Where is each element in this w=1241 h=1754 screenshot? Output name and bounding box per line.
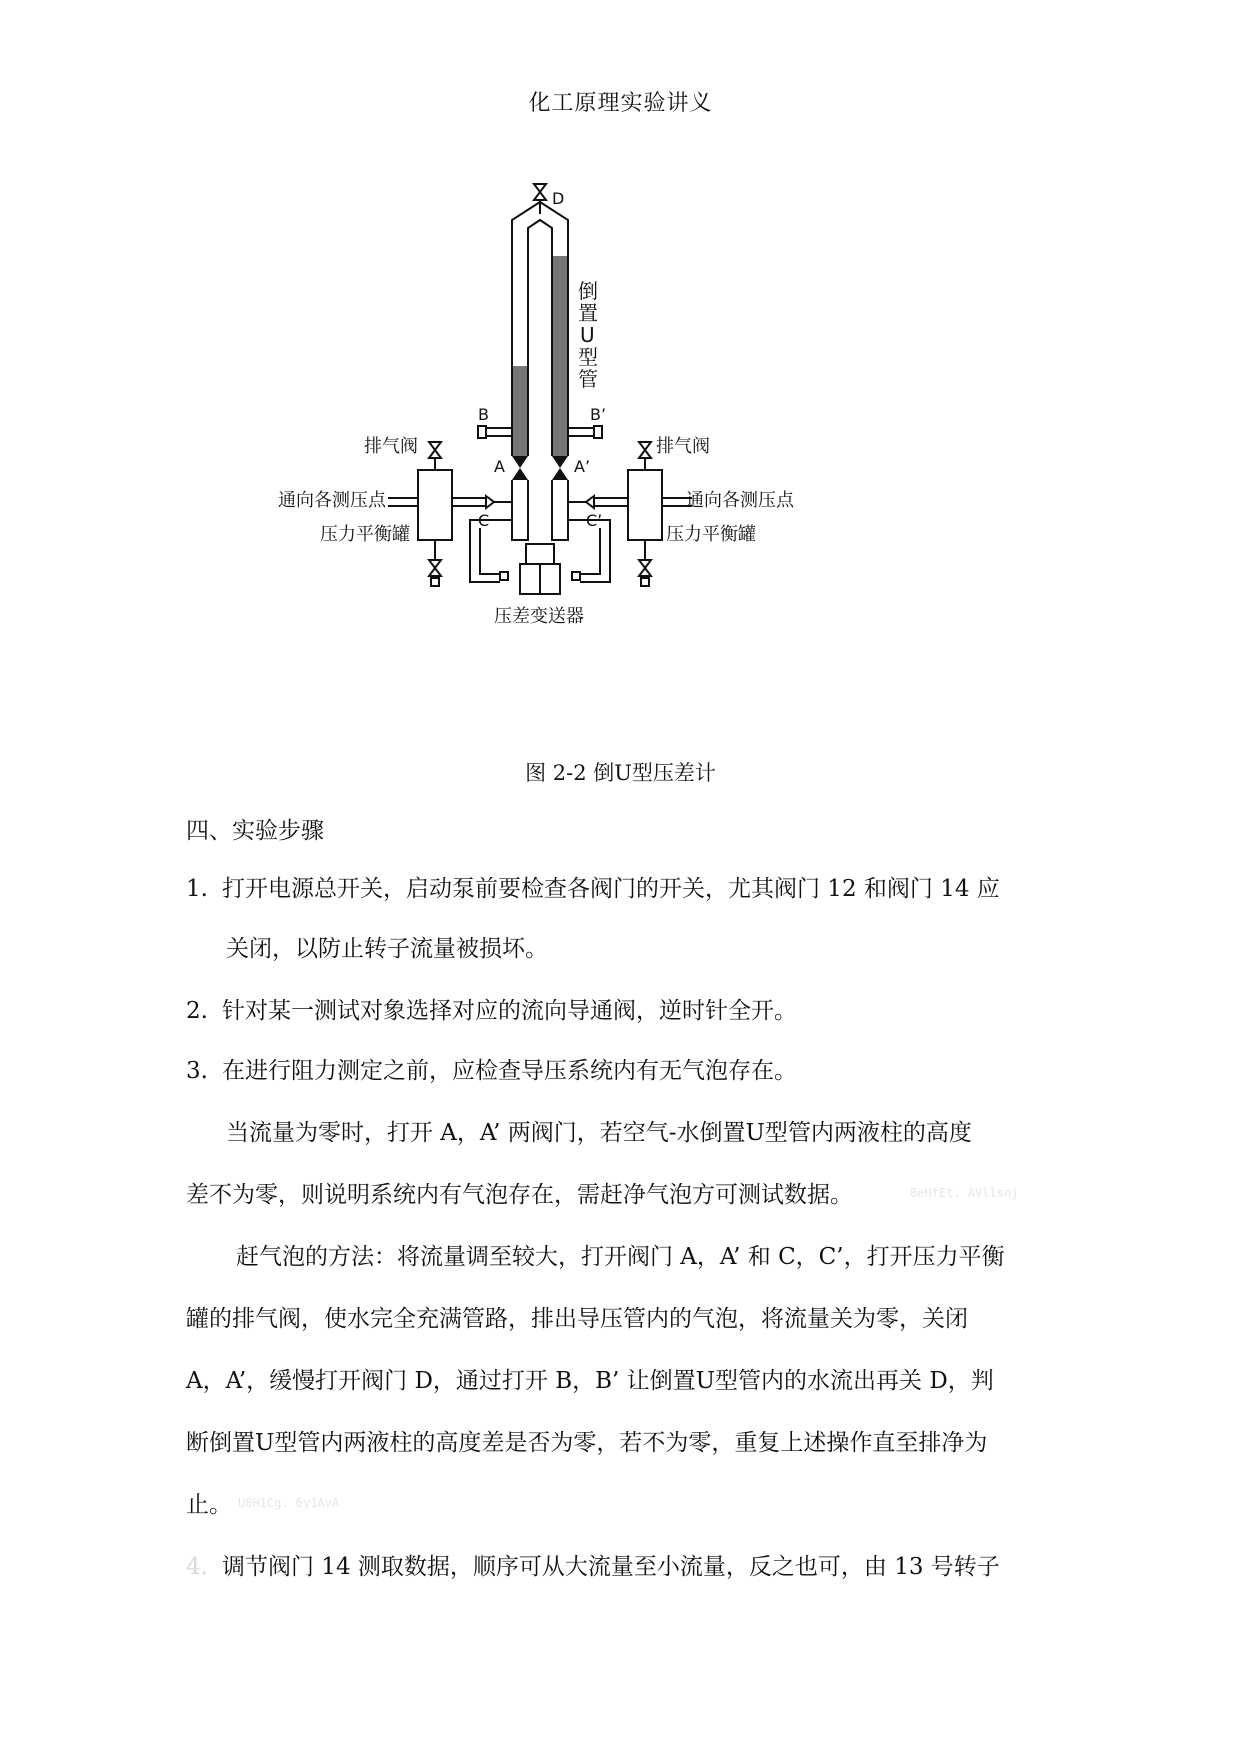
label-b: B <box>478 405 489 424</box>
left-liquid-column <box>513 366 527 456</box>
label-tube-2: 置 <box>578 301 598 325</box>
step-3-number: 3. <box>186 1058 208 1084</box>
paragraph-1-line-1: 当流量为零时，打开 A，A’ 两阀门，若空气-水倒置U型管内两液柱的高度 <box>226 1120 972 1146</box>
step-3 <box>186 1052 797 1085</box>
label-c-prime: C’ <box>586 511 603 530</box>
label-to-points-right: 通向各测压点 <box>686 490 794 511</box>
step-2-text: 针对某一测试对象选择对应的流向导通阀，逆时针全开。 <box>222 998 797 1024</box>
label-a-prime: A’ <box>574 457 591 476</box>
step-3-text: 在进行阻力测定之前，应检查导压系统内有无气泡存在。 <box>222 1058 797 1084</box>
label-vent-right: 排气阀 <box>656 436 710 457</box>
label-tube-1: 倒 <box>578 279 598 303</box>
watermark-1: 8eHfEt. AVllsnj <box>910 1186 1019 1200</box>
step-4-text: 调节阀门 14 测取数据，顺序可从大流量至小流量，反之也可，由 13 号转子 <box>222 1554 1000 1580</box>
paragraph-2-line-3: A，A’，缓慢打开阀门 D，通过打开 B，B’ 让倒置U型管内的水流出再关 D，判 <box>186 1368 994 1394</box>
label-tank-left: 压力平衡罐 <box>320 524 410 545</box>
right-liquid-column <box>553 256 567 456</box>
paragraph-2-line-1: 赶气泡的方法：将流量调至较大，打开阀门 A，A’ 和 C，C’，打开压力平衡 <box>236 1244 1005 1270</box>
label-b-prime: B’ <box>590 405 607 424</box>
label-d: D <box>552 189 565 208</box>
step-4-number: 4. <box>186 1554 208 1580</box>
page-header: 化工原理实验讲义 <box>528 91 713 116</box>
step-2-number: 2. <box>186 998 208 1024</box>
label-tube-4: 型 <box>578 345 598 369</box>
step-2 <box>186 992 797 1025</box>
label-tank-right: 压力平衡罐 <box>666 524 756 545</box>
valve-a-prime-icon <box>552 456 568 480</box>
label-to-points-left: 通向各测压点 <box>278 490 386 511</box>
paragraph-2-line-2: 罐的排气阀，使水完全充满管路，排出导压管内的气泡，将流量关为零，关闭 <box>186 1306 968 1332</box>
paragraph-2-line-4: 断倒置U型管内两液柱的高度差是否为零，若不为零，重复上述操作直至排净为 <box>186 1430 988 1456</box>
label-a: A <box>494 457 505 476</box>
step-1 <box>186 870 1000 903</box>
label-tube-5: 管 <box>578 367 598 391</box>
inverted-u-manometer-diagram <box>278 180 930 700</box>
step-1-text: 打开电源总开关，启动泵前要检查各阀门的开关，尤其阀门 12 和阀门 14 应 <box>222 876 1000 902</box>
step-4 <box>186 1548 1000 1581</box>
label-transmitter: 压差变送器 <box>494 606 584 627</box>
paragraph-1-line-2: 差不为零，则说明系统内有气泡存在，需赶净气泡方可测试数据。 <box>186 1182 853 1208</box>
label-c: C <box>478 511 490 530</box>
valve-a-icon <box>512 456 528 480</box>
watermark-2: U8H1Cg. 6y1AvA <box>238 1496 340 1510</box>
step-1-continuation: 关闭，以防止转子流量被损坏。 <box>226 936 548 962</box>
figure-caption: 图 2-2 倒U型压差计 <box>525 761 716 785</box>
paragraph-2-line-5: 止。 <box>186 1492 232 1518</box>
section-title: 四、实验步骤 <box>186 818 324 844</box>
step-1-number: 1. <box>186 876 208 902</box>
label-vent-left: 排气阀 <box>364 436 418 457</box>
label-tube-3: U <box>580 323 595 347</box>
valve-d-icon <box>534 184 546 214</box>
